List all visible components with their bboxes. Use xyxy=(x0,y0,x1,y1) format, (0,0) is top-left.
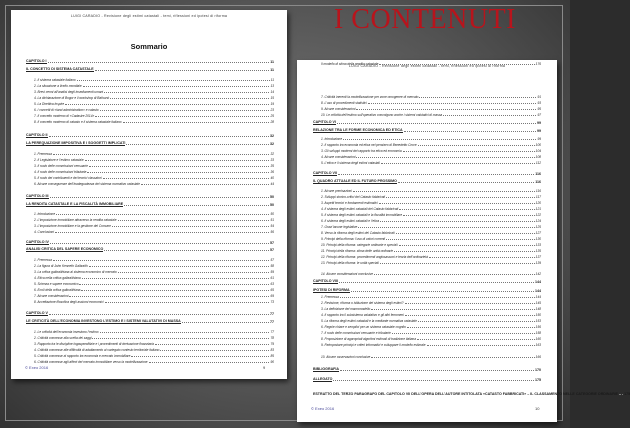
toc-page-number: 108 xyxy=(535,155,541,159)
toc-entry-label: 2. La figura di John Kenneth Galbraith xyxy=(34,264,88,268)
toc-page-number: 57 xyxy=(270,248,274,252)
toc-entry-label: 8. Proposizione di appropriati algoritmi estimali di tradizione italiana xyxy=(321,337,416,341)
toc-heading-row xyxy=(26,318,274,324)
toc-page-number: 33 xyxy=(270,158,274,162)
dot-leader xyxy=(118,272,270,273)
dot-leader xyxy=(141,184,270,185)
document-page-left xyxy=(11,10,287,379)
page-number: 10 xyxy=(535,406,540,411)
toc-page-number: 91 xyxy=(537,95,541,99)
toc-page-number: 117 xyxy=(535,195,541,199)
dot-leader xyxy=(356,109,536,110)
toc-page-number: 32 xyxy=(270,142,274,146)
toc-page-number: 32 xyxy=(270,134,274,138)
dot-leader xyxy=(50,197,270,198)
toc-entry-label: 5. Criticità connesse al rapporto tra economia e mercato immobiliare xyxy=(34,354,131,358)
dot-leader xyxy=(89,166,270,167)
dot-leader xyxy=(374,274,535,275)
toc-entry-label: 6. Criticità connesse agli affect del mercato immobiliare verso la modellizzazione xyxy=(34,360,148,364)
dot-leader xyxy=(396,233,535,234)
toc-page-number: 163 xyxy=(535,343,541,347)
toc-entry-label: 5. Il ruolo dei contribuenti e dei tecnici classatori xyxy=(34,176,102,180)
dot-leader xyxy=(81,290,269,291)
toc-heading-label: CAPITOLO VII xyxy=(313,170,337,175)
dot-leader xyxy=(56,214,269,215)
toc-heading-label: ANALISI CRITICA DEL SAPERE ECONOMICO xyxy=(26,246,104,251)
toc-entry-row xyxy=(34,180,274,186)
toc-page-number: 63 xyxy=(270,282,274,286)
toc-page-number: 95 xyxy=(537,107,541,111)
toc-page-number: 50 xyxy=(270,195,274,199)
toc-page-number: 58 xyxy=(270,264,274,268)
toc-entry-label: 5. La riforma degli estimi catastali e la mediante normativa catastale xyxy=(321,319,417,323)
toc-page-number: 11 xyxy=(270,60,274,64)
toc-entry-label: 2. L’imposizione immobiliare attraverso la rendita catastale xyxy=(34,218,117,222)
toc-entry-label: 4. Etica nella critica galbraithiana xyxy=(34,276,81,280)
dot-leader xyxy=(160,350,269,351)
toc-heading-label: LA PEREQUAZIONE IMPOSITIVA E I SOGGETTI IMPLICATI xyxy=(26,140,126,145)
toc-heading-row xyxy=(313,178,541,184)
dot-leader xyxy=(110,98,269,99)
toc-entry-label: 11. Principi della riforma: stima delle unità ordinarie xyxy=(321,249,394,253)
dot-leader xyxy=(419,97,536,98)
toc-entry-label: 2. Criticità connesse alla scelta dei saggi xyxy=(34,336,92,340)
page-header: LUIGI CARADIO - Revisione degli estimi catastali - temi, riflessioni ed ipotesi di riforma xyxy=(348,64,506,68)
toc-entry-label: 6. I concetti di «land administration» e catasto xyxy=(34,108,99,112)
toc-page-number: 100 xyxy=(535,143,541,147)
toc-heading-label: LE CRITICITÀ DELL’ECONOMIA INVESTONO L’ESTIMO E I SISTEMI VALUTATIVI DI MASSA xyxy=(26,318,181,323)
toc-page-number: 15 xyxy=(270,96,274,100)
toc-page-number: 137 xyxy=(535,255,541,259)
toc-entry-row xyxy=(321,341,541,347)
toc-entry-label: 1. Premessa xyxy=(321,295,339,299)
toc-heading-row xyxy=(26,58,274,64)
dot-leader xyxy=(95,116,269,117)
dot-leader xyxy=(380,221,535,222)
toc-heading-label: CAPITOLO VI xyxy=(313,119,336,124)
toc-entry-row xyxy=(34,228,274,234)
dot-leader xyxy=(92,338,269,339)
toc-heading-label: CAPITOLO V xyxy=(26,310,48,315)
toc-entry-label: 8. Verso la riforma degli estimi del Catasto fabbricati xyxy=(321,231,395,235)
toc-page-number: 36 xyxy=(270,170,274,174)
toc-heading-label: BIBLIOGRAFIA xyxy=(313,366,339,371)
dot-leader xyxy=(351,291,534,292)
dot-leader xyxy=(429,257,535,258)
toc-page-number: 121 xyxy=(535,207,541,211)
dot-leader xyxy=(77,80,270,81)
dot-leader xyxy=(53,154,270,155)
toc-page-number: 77 xyxy=(270,320,274,324)
toc-page-number: 120 xyxy=(535,201,541,205)
toc-page-number: 139 xyxy=(535,261,541,265)
slide-title: I CONTENUTI xyxy=(333,4,517,35)
toc-entry-row xyxy=(321,60,541,66)
toc-heading-row xyxy=(313,170,541,176)
toc-entry-label: 12. Principi della riforma: procedimenti anglosassoni e teoria dell’ordinarietà xyxy=(321,255,428,259)
toc-page-number: 19 xyxy=(270,102,274,106)
dot-leader xyxy=(386,239,535,240)
toc-page-number: 61 xyxy=(270,276,274,280)
toc-entry-label: 3. Rapporto tra le discipline logaspenditizie e i procedimenti di derivazione finanziaria xyxy=(34,342,154,346)
dot-leader xyxy=(333,380,534,381)
toc-entry-label: 6. Alcune conseguenze dell’inadeguatezza del sistema normativo catastale xyxy=(34,182,140,186)
toc-page-number: 166 xyxy=(535,355,541,359)
toc-page-number: 125 xyxy=(535,225,541,229)
toc-heading-label: CAPITOLO VIII xyxy=(313,278,338,283)
toc-page-number: 104 xyxy=(535,149,541,153)
toc-heading-label: CAPITOLO IV xyxy=(26,239,49,244)
dot-leader xyxy=(337,123,536,124)
toc-heading-row xyxy=(313,278,541,284)
toc-page-number: 97 xyxy=(537,113,541,117)
toc-heading-row xyxy=(313,127,541,133)
toc-page-number: 144 xyxy=(535,295,541,299)
toc-heading-row xyxy=(26,201,274,207)
toc-heading-label: CAPITOLO III xyxy=(26,193,49,198)
toc-entry-label: 4. Il sistema degli estimi catastali del Catasto fabbricati xyxy=(321,207,399,211)
toc-entry-label: 4. Alcune considerazioni xyxy=(321,155,356,159)
toc-page-number: 83 xyxy=(270,348,274,352)
toc-page-number: 93 xyxy=(537,101,541,105)
page-footer-publisher: © Exeo 2016 xyxy=(25,365,49,370)
toc-page-number: 54 xyxy=(270,224,274,228)
dot-leader xyxy=(394,251,535,252)
dot-leader xyxy=(404,131,536,132)
toc-page-number: 116 xyxy=(535,172,541,176)
dot-leader xyxy=(340,297,535,298)
toc-page-number: 160 xyxy=(535,337,541,341)
toc-page-number: 73 xyxy=(270,300,274,304)
toc-entry-label: 8. L’uso di procedimenti statistici xyxy=(321,101,367,105)
dot-leader xyxy=(386,197,535,198)
toc-entry-label: 4. Criticità connesse alle difficoltà di adattamento al variegato contesto territoriale italiano xyxy=(34,348,160,352)
toc-entry-label: 7. Criticità inerenti la modellizzazione per zone omogenee di mercato xyxy=(321,95,419,99)
toc-entry-label: 2. Revisione, riforma o istituzione del sistema degli estimi? xyxy=(321,301,404,305)
dot-leader xyxy=(103,178,270,179)
dot-leader xyxy=(339,282,534,283)
toc-page-number: 50 xyxy=(270,212,274,216)
dot-leader xyxy=(405,315,535,316)
dot-leader xyxy=(48,62,270,63)
dot-leader xyxy=(407,327,535,328)
toc-heading-label: IL CONCETTO DI SISTEMA CATASTALE xyxy=(26,66,94,71)
toc-page-number: 148 xyxy=(535,307,541,311)
toc-page-number: 77 xyxy=(270,312,274,316)
toc-entry-label: 5. La Direttiva Inspire xyxy=(34,102,65,106)
toc-entry-label: 3. Gli sviluppi moderni del rapporto tra etica ed economia xyxy=(321,149,402,153)
dot-leader xyxy=(87,172,269,173)
dot-leader xyxy=(379,203,535,204)
dot-leader xyxy=(427,345,535,346)
toc-page-number: 133 xyxy=(535,243,541,247)
dot-leader xyxy=(104,92,269,93)
toc-page-number: 99 xyxy=(537,121,541,125)
toc-entry-label: 3. La critica galbraithiana al sistema economico di mercato xyxy=(34,270,117,274)
dot-leader xyxy=(371,309,534,310)
toc-entry-label: 2. Il Legislatore e l’estimo catastale xyxy=(34,158,84,162)
toc-heading-label: CAPITOLO II xyxy=(26,132,48,137)
dot-leader xyxy=(83,86,270,87)
toc-page-number: 153 xyxy=(535,319,541,323)
dot-leader xyxy=(443,115,536,116)
dot-leader xyxy=(104,250,269,251)
toc-heading-row xyxy=(26,193,274,199)
toc-page-number: 112 xyxy=(535,161,541,165)
dot-leader xyxy=(418,145,535,146)
dot-leader xyxy=(85,160,270,161)
toc-heading-row xyxy=(313,376,541,382)
toc-page-number: 116 xyxy=(535,180,541,184)
toc-page-number: 116 xyxy=(535,189,541,193)
toc-entry-label: 2. Il rapporto tra economia ed etica nel pensiero di Benedetto Croce xyxy=(321,143,417,147)
toc-heading-row xyxy=(313,390,630,396)
dot-leader xyxy=(417,339,535,340)
toc-page-number: 135 xyxy=(535,249,541,253)
toc-entry-label: 4. Il ruolo delle commissioni tributarie xyxy=(34,170,87,174)
dot-leader xyxy=(65,104,269,105)
toc-heading-label: ALLEGATO xyxy=(313,376,333,381)
toc-entry-label: 8. Il concetto moderno di catasto e il sistema catastale italiano xyxy=(34,120,122,124)
dot-leader xyxy=(49,314,269,315)
toc-entry-label: 7. Alcune considerazioni xyxy=(34,294,69,298)
toc-page-number: 11 xyxy=(270,78,274,82)
dot-leader xyxy=(49,136,270,137)
toc-entry-label: 6. Ecoli della critica galbraithiana xyxy=(34,288,81,292)
toc-page-number: 23 xyxy=(270,108,274,112)
toc-entry-label: 1. Premessa xyxy=(34,258,52,262)
toc-entry-label: 4. Conclusioni xyxy=(34,230,55,234)
toc-page-number: 130 xyxy=(535,237,541,241)
toc-heading-row xyxy=(26,66,274,72)
toc-entry-label: 3. Il ruolo delle commissioni censuarie xyxy=(34,164,88,168)
dot-leader xyxy=(398,182,534,183)
dot-leader xyxy=(379,64,534,65)
toc-entry-row xyxy=(321,353,541,359)
toc-entry-row xyxy=(34,358,274,364)
toc-page-number: 85 xyxy=(270,354,274,358)
toc-heading-row xyxy=(26,239,274,245)
toc-page-number: 99 xyxy=(537,129,541,133)
dot-leader xyxy=(338,174,534,175)
toc-heading-row xyxy=(26,310,274,316)
toc-entry-row xyxy=(321,159,541,165)
dot-leader xyxy=(340,370,534,371)
toc-entry-label: 3. La definizione del macromodello xyxy=(321,307,371,311)
toc-page-number: 28 xyxy=(270,120,274,124)
toc-entry-label: 1. Alcune precisazioni xyxy=(321,189,352,193)
toc-entry-label: 9. Principi della riforma: l’uso di valori correnti xyxy=(321,237,386,241)
dot-leader xyxy=(182,322,269,323)
toc-page-number: 13 xyxy=(270,84,274,88)
dot-leader xyxy=(380,263,535,264)
toc-heading-label: IL QUADRO ATTUALE ED IL FUTURO PROSSIMO xyxy=(313,178,397,183)
toc-entry-label: 3. L’imposizione immobiliare e la gestione del Comune xyxy=(34,224,111,228)
toc-page-number: 175 xyxy=(624,392,630,396)
dot-leader xyxy=(399,245,535,246)
toc-page-number: 78 xyxy=(270,336,274,340)
toc-heading-label: IPOTESI DI RIFORMA xyxy=(313,287,350,292)
toc-entry-label: 7. Gravi lacune legislative xyxy=(321,225,358,229)
toc-heading-row xyxy=(26,140,274,146)
toc-page-number: 122 xyxy=(535,213,541,217)
toc-entry-label: 10. Le criticità dell’estimo sull’operativo convolgono anche i sistemi valutativi di massa xyxy=(321,113,443,117)
toc-page-number: 156 xyxy=(535,325,541,329)
dot-leader xyxy=(82,278,270,279)
document-page-right xyxy=(297,60,630,422)
dot-leader xyxy=(368,103,537,104)
toc-page-number: 69 xyxy=(270,294,274,298)
toc-entry-label: 1. Premessa xyxy=(34,152,52,156)
page-header: LUIGI CARADIO - Revisione degli estimi catastali - temi, riflessioni ed ipotesi di riforma xyxy=(70,14,228,18)
toc-page-number: 11 xyxy=(270,68,274,72)
toc-page-number: 59 xyxy=(270,270,274,274)
toc-page-number: 35 xyxy=(270,164,274,168)
dot-leader xyxy=(405,303,535,304)
dot-leader xyxy=(358,227,534,228)
dot-leader xyxy=(55,232,269,233)
dot-leader xyxy=(105,302,270,303)
toc-entry-label: 2. La situazione a livello mondiale xyxy=(34,84,82,88)
toc-entry-row xyxy=(34,298,274,304)
toc-entry-label: 10. Alcune osservazioni conclusive xyxy=(321,355,371,359)
toc-entry-row xyxy=(321,270,541,276)
toc-page-number: 144 xyxy=(535,280,541,284)
toc-page-number: 176 xyxy=(535,62,541,66)
toc-entry-label: 7. Il concetto moderno di «Cadastre 2014» xyxy=(34,114,95,118)
toc-heading-label: CAPITOLO I xyxy=(26,58,47,63)
toc-page-number: 56 xyxy=(270,230,274,234)
toc-page-number: 44 xyxy=(270,182,274,186)
toc-page-number: 124 xyxy=(535,219,541,223)
toc-heading-row xyxy=(313,119,541,125)
toc-entry-label: 1. Introduzione xyxy=(34,212,56,216)
toc-heading-row xyxy=(26,246,274,252)
toc-page-number: 65 xyxy=(270,288,274,292)
toc-entry-label: 2. Sviluppi storico-critici del Catasto fabbricati xyxy=(321,195,386,199)
toc-entry-label: 5. Il sistema degli estimi catastali e la fiscalità immobiliare xyxy=(321,213,403,217)
dot-leader xyxy=(50,243,269,244)
toc-entry-label: 9. Reimpostare principi e criteri informativi e sviluppare il modello estimale xyxy=(321,343,426,347)
toc-entry-label: 8. Accettazione filosofica degli assiomi economici xyxy=(34,300,104,304)
dot-leader xyxy=(392,333,535,334)
dot-leader xyxy=(381,163,535,164)
toc-entry-label: 13. Principi della riforma: le unità speciali xyxy=(321,261,379,265)
dot-leader xyxy=(112,226,270,227)
dot-leader xyxy=(619,394,623,395)
toc-entry-label: 4. Il rapporto tra il subsistema valutativo e gli altri fenomeni xyxy=(321,313,404,317)
dot-leader xyxy=(155,344,270,345)
toc-entry-label: 3. Aspetti tecnici e fondamenti estimativi xyxy=(321,201,378,205)
toc-entry-label: 1. Introduzione xyxy=(321,137,343,141)
toc-page-number: 32 xyxy=(270,152,274,156)
dot-leader xyxy=(343,139,536,140)
dot-leader xyxy=(89,266,270,267)
toc-entry-label: 1. Il sistema catastale italiano xyxy=(34,78,76,82)
dot-leader xyxy=(131,356,269,357)
toc-page-number: 90 xyxy=(270,360,274,364)
toc-entry-row xyxy=(321,111,541,117)
toc-heading-row xyxy=(313,366,541,372)
toc-entry-label: 3. Brevi cenni all’analisi degli insediamenti umani xyxy=(34,90,104,94)
toc-entry-label: 7. Il ruolo delle commissioni censuarie e tributarie xyxy=(321,331,391,335)
dot-leader xyxy=(100,332,270,333)
toc-page-number: 99 xyxy=(537,137,541,141)
toc-entry-row xyxy=(34,118,274,124)
dot-leader xyxy=(123,122,270,123)
toc-entry-label: 6. Regole chiare e semplici per un sistema catastale cognito xyxy=(321,325,406,329)
dot-leader xyxy=(403,151,535,152)
toc-page-number: 25 xyxy=(270,114,274,118)
dot-leader xyxy=(95,70,270,71)
toc-page-number: 14 xyxy=(270,90,274,94)
page-number: 9 xyxy=(263,365,266,370)
toc-page-number: 79 xyxy=(270,342,274,346)
toc-entry-label: Il modello di stima della rendita catastale xyxy=(321,62,379,66)
toc-page-number: 145 xyxy=(535,301,541,305)
page-footer-publisher: © Exeo 2016 xyxy=(311,406,335,411)
dot-leader xyxy=(399,209,534,210)
toc-entry-label: 14. Alcune considerazioni conclusive xyxy=(321,272,373,276)
toc-heading-label: RELAZIONE TRA LE FORME ECONOMICA ED ETICA xyxy=(313,127,403,132)
toc-entry-label: 6. Il sistema degli estimi catastali e l’etica xyxy=(321,219,380,223)
toc-page-number: 57 xyxy=(270,241,274,245)
dot-leader xyxy=(126,144,269,145)
toc-entry-label: 1. Le criticità dell’economia investono l’estimo xyxy=(34,330,99,334)
toc-page-number: 127 xyxy=(535,231,541,235)
toc-page-number: 170 xyxy=(535,368,541,372)
dot-leader xyxy=(353,191,535,192)
dot-leader xyxy=(79,284,269,285)
dot-leader xyxy=(118,220,270,221)
toc-heading-row xyxy=(26,132,274,138)
toc-page-number: 144 xyxy=(535,289,541,293)
dot-leader xyxy=(53,260,270,261)
dot-leader xyxy=(371,357,534,358)
toc-page-number: 40 xyxy=(270,176,274,180)
dot-leader xyxy=(418,321,535,322)
toc-entry-row xyxy=(321,259,541,265)
toc-entry-label: 5. Scienza e sapere economico xyxy=(34,282,79,286)
toc-page-number: 57 xyxy=(270,258,274,262)
dot-leader xyxy=(100,110,270,111)
toc-entry-label: 4. La dichiarazione di Bogor e il workshop di Bathurst xyxy=(34,96,110,100)
dot-leader xyxy=(356,157,534,158)
toc-page-number: 150 xyxy=(535,313,541,317)
dot-leader xyxy=(149,362,270,363)
toc-title: Sommario xyxy=(130,42,168,51)
toc-page-number: 51 xyxy=(270,218,274,222)
toc-entry-label: 9. Alcune considerazioni xyxy=(321,107,356,111)
toc-page-number: 158 xyxy=(535,331,541,335)
toc-heading-label: ESTRATTO DEL TERZO PARAGRAFO DEL CAPITOLO VII DELL’OPERA DELL’AUTORE INTITOLATA «CATASTO FABBRICATI» – IL CLASSAMENTO NELLE CATEGORIE ORDINARIE xyxy=(313,392,619,396)
toc-page-number: 142 xyxy=(535,272,541,276)
toc-page-number: 50 xyxy=(270,203,274,207)
toc-entry-label: 5. L’etica e il sistema degli estimi catastali xyxy=(321,161,380,165)
dot-leader xyxy=(403,215,535,216)
toc-entry-label: 10. Principi della riforma: categorie ordinarie e speciali xyxy=(321,243,398,247)
dot-leader xyxy=(69,296,269,297)
toc-page-number: 77 xyxy=(270,330,274,334)
dot-leader xyxy=(124,205,269,206)
toc-heading-label: LA RENDITA CATASTALE E LA FISCALITÀ IMMOBILIARE xyxy=(26,201,124,206)
toc-page-number: 175 xyxy=(535,378,541,382)
